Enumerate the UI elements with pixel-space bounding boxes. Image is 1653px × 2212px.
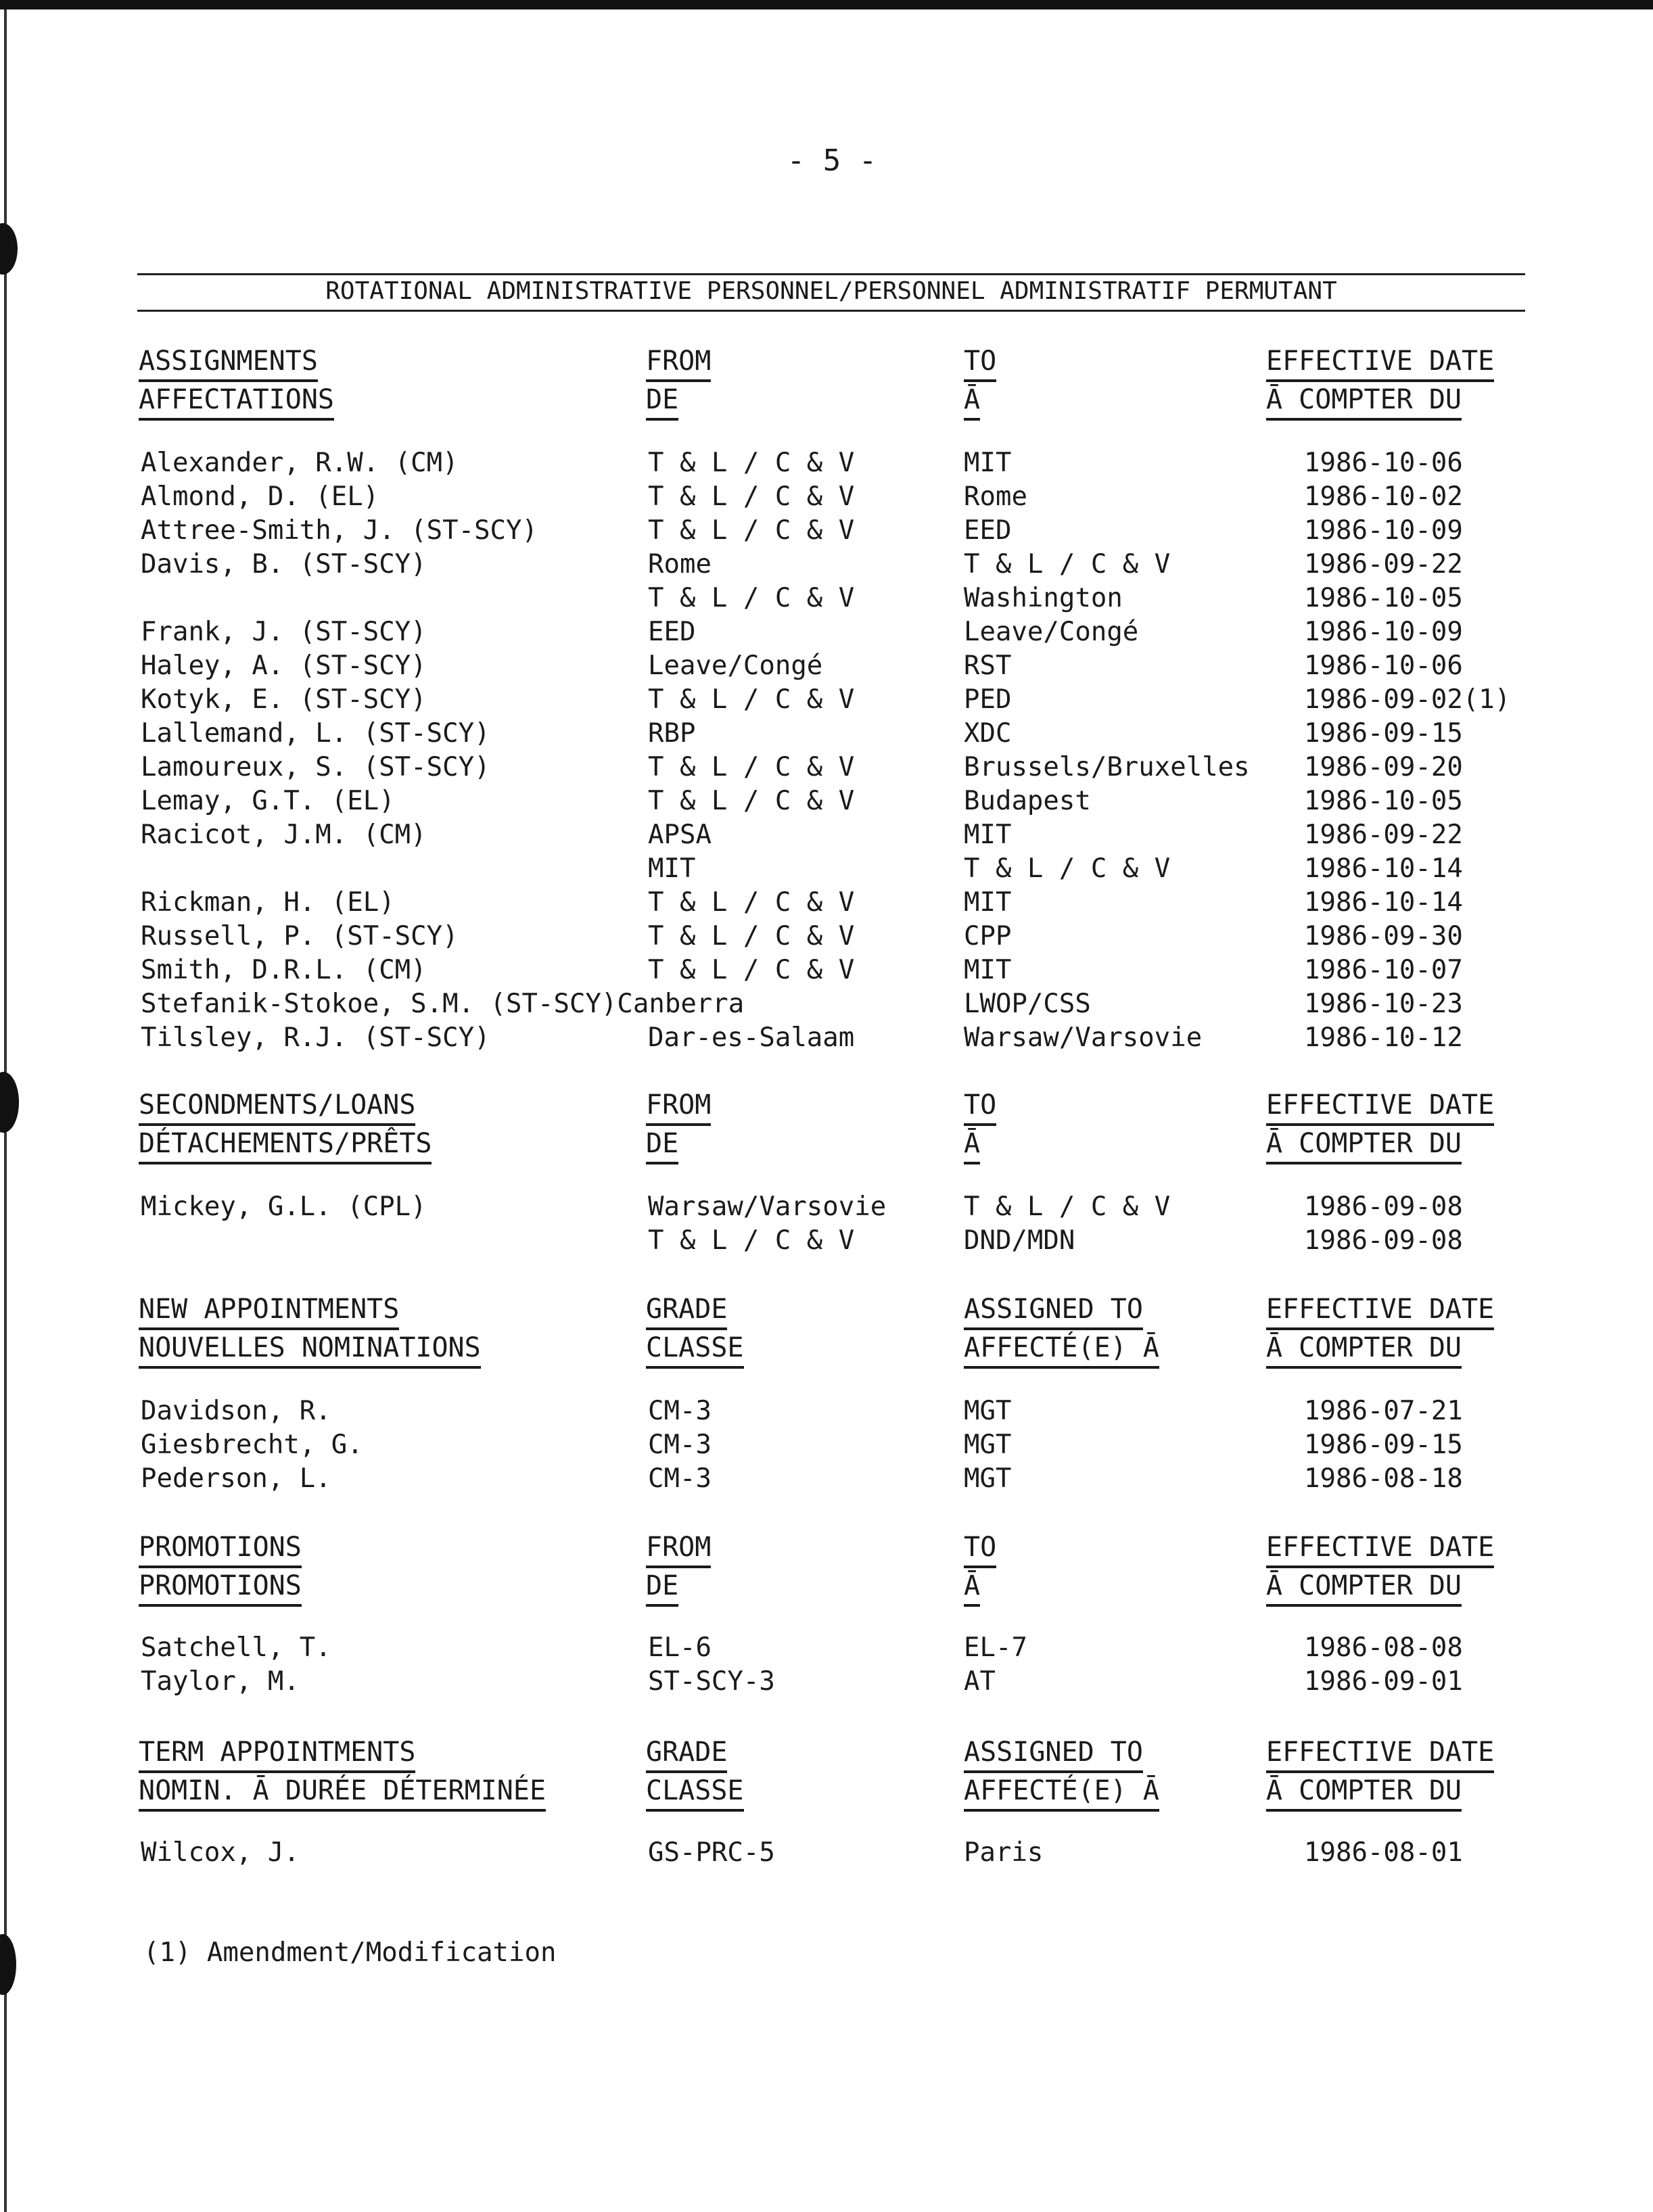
header-label: Ā COMPTER DU [1266, 1126, 1462, 1164]
header-line-1 [964, 344, 996, 382]
date-cell: 1986-10-09 [1304, 617, 1463, 647]
to-cell: DND/MDN [964, 1225, 1075, 1256]
name-cell: Satchell, T. [141, 1632, 331, 1663]
date-cell: 1986-10-23 [1304, 989, 1463, 1019]
from-cell: T & L / C & V [648, 786, 855, 816]
header-label: Ā [964, 1126, 980, 1164]
header-label: FROM [646, 1530, 711, 1568]
to-cell: T & L / C & V [964, 1192, 1171, 1222]
date-cell: 1986-08-01 [1304, 1837, 1463, 1868]
from-cell: Rome [648, 549, 712, 580]
header-label: DE [646, 1126, 678, 1164]
name-cell: Pederson, L. [141, 1463, 331, 1494]
header-label: EFFECTIVE DATE [1266, 1735, 1494, 1773]
header-line-2 [964, 1330, 1159, 1369]
header-line-2 [139, 1330, 481, 1369]
header-line-1 [1266, 1292, 1494, 1330]
table-row [0, 820, 1653, 853]
header-line-1 [964, 1735, 1159, 1773]
date-cell: 1986-08-18 [1304, 1463, 1463, 1494]
header-line-1 [646, 1530, 711, 1568]
to-cell: Budapest [964, 786, 1091, 816]
table-row [0, 1666, 1653, 1700]
section-4-header-col-3 [964, 1530, 996, 1607]
header-line-2 [1266, 382, 1494, 421]
name-cell: Lemay, G.T. (EL) [141, 786, 395, 816]
from-cell: T & L / C & V [648, 921, 855, 951]
table-row [0, 617, 1653, 651]
header-line-1 [139, 1292, 481, 1330]
scan-top-edge [0, 0, 1653, 9]
section-4-header-col-4 [1266, 1530, 1494, 1607]
from-cell: ST-SCY-3 [648, 1666, 775, 1697]
header-line-2 [964, 1773, 1159, 1812]
name-cell: Rickman, H. (EL) [141, 887, 395, 918]
header-line-1 [964, 1530, 996, 1568]
header-line-2 [139, 1126, 432, 1164]
from-cell: APSA [648, 820, 712, 850]
from-cell: T & L / C & V [648, 887, 855, 918]
from-cell: CM-3 [648, 1463, 712, 1494]
date-cell: 1986-09-30 [1304, 921, 1463, 951]
from-cell: T & L / C & V [648, 448, 855, 478]
header-label: GRADE [646, 1292, 727, 1330]
header-label: TO [964, 344, 996, 382]
header-line-2 [646, 1330, 744, 1369]
from-cell: EED [648, 617, 696, 647]
header-label: ASSIGNMENTS [139, 344, 318, 382]
header-label: NOMIN. Ā DURÉE DÉTERMINÉE [139, 1773, 546, 1812]
header-label: AFFECTATIONS [139, 382, 334, 421]
section-5-header-col-3 [964, 1735, 1159, 1812]
header-label: FROM [646, 344, 711, 382]
table-row [0, 1022, 1653, 1056]
to-cell: AT [964, 1666, 996, 1697]
to-cell: EL-7 [964, 1632, 1027, 1663]
title-rule-top [137, 273, 1525, 275]
to-cell: T & L / C & V [964, 853, 1171, 884]
table-row [0, 1632, 1653, 1666]
section-3-header-col-3 [964, 1292, 1159, 1369]
name-cell: Smith, D.R.L. (CM) [141, 955, 427, 985]
header-label: AFFECTÉ(E) Ā [964, 1330, 1159, 1369]
from-cell: T & L / C & V [648, 1225, 855, 1256]
header-line-1 [964, 1292, 1159, 1330]
header-label: PROMOTIONS [139, 1568, 302, 1607]
date-cell: 1986-10-09 [1304, 515, 1463, 546]
date-cell: 1986-10-12 [1304, 1022, 1463, 1053]
header-line-2 [964, 1126, 996, 1164]
header-label: EFFECTIVE DATE [1266, 1087, 1494, 1126]
to-cell: Leave/Congé [964, 617, 1139, 647]
header-label: GRADE [646, 1735, 727, 1773]
to-cell: CPP [964, 921, 1012, 951]
header-label: Ā COMPTER DU [1266, 1773, 1462, 1812]
to-cell: Warsaw/Varsovie [964, 1022, 1203, 1053]
header-label: EFFECTIVE DATE [1266, 1530, 1494, 1568]
from-cell: MIT [648, 853, 696, 884]
from-cell: T & L / C & V [648, 515, 855, 546]
section-2-header-col-4 [1266, 1087, 1494, 1164]
header-label: Ā COMPTER DU [1266, 382, 1462, 421]
header-line-2 [646, 1126, 711, 1164]
from-cell: GS-PRC-5 [648, 1837, 775, 1868]
header-label: TO [964, 1530, 996, 1568]
section-1-header-col-3 [964, 344, 996, 421]
table-row [0, 1192, 1653, 1225]
table-row [0, 887, 1653, 921]
from-cell: T & L / C & V [648, 583, 855, 613]
header-line-2 [1266, 1773, 1494, 1812]
to-cell: MIT [964, 887, 1012, 918]
header-label: Ā COMPTER DU [1266, 1330, 1462, 1369]
header-label: AFFECTÉ(E) Ā [964, 1773, 1159, 1812]
header-line-2 [646, 382, 711, 421]
header-line-1 [646, 344, 711, 382]
from-cell: CM-3 [648, 1396, 712, 1426]
to-cell: MGT [964, 1430, 1012, 1460]
name-cell: Lamoureux, S. (ST-SCY) [141, 752, 490, 782]
section-3-header-col-1 [139, 1292, 481, 1369]
name-cell: Racicot, J.M. (CM) [141, 820, 427, 850]
section-2-header-col-3 [964, 1087, 996, 1164]
from-cell: Warsaw/Varsovie [648, 1192, 887, 1222]
header-label: EFFECTIVE DATE [1266, 344, 1494, 382]
date-cell: 1986-10-05 [1304, 583, 1463, 613]
header-line-2 [964, 382, 996, 421]
header-line-2 [1266, 1126, 1494, 1164]
date-cell: 1986-09-02(1) [1304, 684, 1511, 715]
punch-hole-mark [0, 223, 18, 275]
date-cell: 1986-10-07 [1304, 955, 1463, 985]
name-cell: Stefanik-Stokoe, S.M. (ST-SCY)Canberra [141, 989, 745, 1019]
punch-hole-mark [0, 1072, 19, 1133]
table-row [0, 515, 1653, 549]
from-cell: T & L / C & V [648, 684, 855, 715]
section-3-header-col-4 [1266, 1292, 1494, 1369]
name-cell: Alexander, R.W. (CM) [141, 448, 459, 478]
date-cell: 1986-10-02 [1304, 481, 1463, 512]
header-label: ASSIGNED TO [964, 1292, 1143, 1330]
table-row [0, 786, 1653, 820]
header-line-1 [1266, 1530, 1494, 1568]
section-4-header-col-1 [139, 1530, 302, 1607]
section-1-header-col-4 [1266, 344, 1494, 421]
section-5-header-col-4 [1266, 1735, 1494, 1812]
header-line-1 [1266, 1087, 1494, 1126]
to-cell: RST [964, 651, 1012, 681]
header-line-2 [1266, 1330, 1494, 1369]
to-cell: LWOP/CSS [964, 989, 1091, 1019]
from-cell: T & L / C & V [648, 481, 855, 512]
header-line-1 [139, 1530, 302, 1568]
section-5-header-col-1 [139, 1735, 546, 1812]
name-cell: Davis, B. (ST-SCY) [141, 549, 427, 580]
header-label: PROMOTIONS [139, 1530, 302, 1568]
name-cell: Lallemand, L. (ST-SCY) [141, 718, 490, 749]
section-1-header-col-2 [646, 344, 711, 421]
table-row [0, 1396, 1653, 1430]
from-cell: Leave/Congé [648, 651, 823, 681]
header-label: CLASSE [646, 1773, 744, 1812]
table-row [0, 448, 1653, 481]
table-row [0, 481, 1653, 515]
date-cell: 1986-09-08 [1304, 1192, 1463, 1222]
date-cell: 1986-09-20 [1304, 752, 1463, 782]
date-cell: 1986-10-06 [1304, 448, 1463, 478]
name-cell: Giesbrecht, G. [141, 1430, 363, 1460]
name-cell: Frank, J. (ST-SCY) [141, 617, 427, 647]
name-cell: Taylor, M. [141, 1666, 300, 1697]
section-4-header-col-2 [646, 1530, 711, 1607]
header-line-1 [1266, 344, 1494, 382]
table-row [0, 921, 1653, 955]
from-cell: CM-3 [648, 1430, 712, 1460]
header-line-1 [139, 1087, 432, 1126]
header-line-2 [646, 1773, 744, 1812]
header-line-1 [646, 1087, 711, 1126]
to-cell: MIT [964, 448, 1012, 478]
to-cell: MGT [964, 1396, 1012, 1426]
header-label: TO [964, 1087, 996, 1126]
header-line-1 [646, 1735, 744, 1773]
date-cell: 1986-10-14 [1304, 887, 1463, 918]
section-3-header-col-2 [646, 1292, 744, 1369]
punch-hole-mark [0, 1934, 16, 1995]
header-label: TERM APPOINTMENTS [139, 1735, 415, 1773]
to-cell: T & L / C & V [964, 549, 1171, 580]
header-line-2 [139, 1568, 302, 1607]
header-line-2 [1266, 1568, 1494, 1607]
header-label: DÉTACHEMENTS/PRÊTS [139, 1126, 432, 1164]
header-line-1 [1266, 1735, 1494, 1773]
date-cell: 1986-07-21 [1304, 1396, 1463, 1426]
header-label: Ā [964, 1568, 980, 1607]
header-line-1 [139, 1735, 546, 1773]
header-line-2 [964, 1568, 996, 1607]
header-label: DE [646, 1568, 678, 1607]
name-cell: Mickey, G.L. (CPL) [141, 1192, 427, 1222]
name-cell: Davidson, R. [141, 1396, 331, 1426]
header-label: Ā [964, 382, 980, 421]
to-cell: Paris [964, 1837, 1044, 1868]
to-cell: Rome [964, 481, 1027, 512]
header-label: SECONDMENTS/LOANS [139, 1087, 415, 1126]
date-cell: 1986-08-08 [1304, 1632, 1463, 1663]
table-row [0, 684, 1653, 718]
header-line-2 [646, 1568, 711, 1607]
name-cell: Wilcox, J. [141, 1837, 300, 1868]
name-cell: Tilsley, R.J. (ST-SCY) [141, 1022, 490, 1053]
date-cell: 1986-09-15 [1304, 1430, 1463, 1460]
from-cell: T & L / C & V [648, 955, 855, 985]
header-label: FROM [646, 1087, 711, 1126]
footnote: (1) Amendment/Modification [143, 1937, 557, 1968]
header-label: ASSIGNED TO [964, 1735, 1143, 1773]
table-row [0, 1225, 1653, 1259]
date-cell: 1986-09-15 [1304, 718, 1463, 749]
to-cell: PED [964, 684, 1012, 715]
from-cell: RBP [648, 718, 696, 749]
to-cell: EED [964, 515, 1012, 546]
date-cell: 1986-09-22 [1304, 820, 1463, 850]
to-cell: XDC [964, 718, 1012, 749]
from-cell: Dar-es-Salaam [648, 1022, 855, 1053]
to-cell: MIT [964, 820, 1012, 850]
table-row [0, 955, 1653, 989]
header-line-1 [646, 1292, 744, 1330]
header-label: Ā COMPTER DU [1266, 1568, 1462, 1607]
name-cell: Haley, A. (ST-SCY) [141, 651, 427, 681]
to-cell: MGT [964, 1463, 1012, 1494]
header-label: NEW APPOINTMENTS [139, 1292, 399, 1330]
table-row [0, 1463, 1653, 1497]
section-5-header-col-2 [646, 1735, 744, 1812]
table-row [0, 989, 1653, 1022]
table-row [0, 718, 1653, 752]
title-rule-bottom [137, 310, 1525, 312]
section-2-header-col-2 [646, 1087, 711, 1164]
date-cell: 1986-09-01 [1304, 1666, 1463, 1697]
table-row [0, 752, 1653, 786]
table-row [0, 1430, 1653, 1463]
header-line-2 [139, 382, 334, 421]
to-cell: Brussels/Bruxelles [964, 752, 1250, 782]
header-label: CLASSE [646, 1330, 744, 1369]
header-line-1 [964, 1087, 996, 1126]
page-number: - 5 - [787, 143, 877, 178]
from-cell: T & L / C & V [648, 752, 855, 782]
table-row [0, 583, 1653, 617]
header-label: EFFECTIVE DATE [1266, 1292, 1494, 1330]
date-cell: 1986-10-14 [1304, 853, 1463, 884]
table-row [0, 549, 1653, 583]
header-label: DE [646, 382, 678, 421]
date-cell: 1986-10-05 [1304, 786, 1463, 816]
from-cell: EL-6 [648, 1632, 712, 1663]
name-cell: Almond, D. (EL) [141, 481, 379, 512]
to-cell: Washington [964, 583, 1123, 613]
header-line-1 [139, 344, 334, 382]
to-cell: MIT [964, 955, 1012, 985]
date-cell: 1986-10-06 [1304, 651, 1463, 681]
table-row [0, 651, 1653, 684]
header-label: NOUVELLES NOMINATIONS [139, 1330, 481, 1369]
date-cell: 1986-09-08 [1304, 1225, 1463, 1256]
header-line-2 [139, 1773, 546, 1812]
section-1-header-col-1 [139, 344, 334, 421]
table-row [0, 1837, 1653, 1871]
section-2-header-col-1 [139, 1087, 432, 1164]
document-title: ROTATIONAL ADMINISTRATIVE PERSONNEL/PERSONNEL ADMINISTRATIF PERMUTANT [325, 277, 1337, 305]
name-cell: Russell, P. (ST-SCY) [141, 921, 459, 951]
name-cell: Attree-Smith, J. (ST-SCY) [141, 515, 538, 546]
date-cell: 1986-09-22 [1304, 549, 1463, 580]
table-row [0, 853, 1653, 887]
name-cell: Kotyk, E. (ST-SCY) [141, 684, 427, 715]
